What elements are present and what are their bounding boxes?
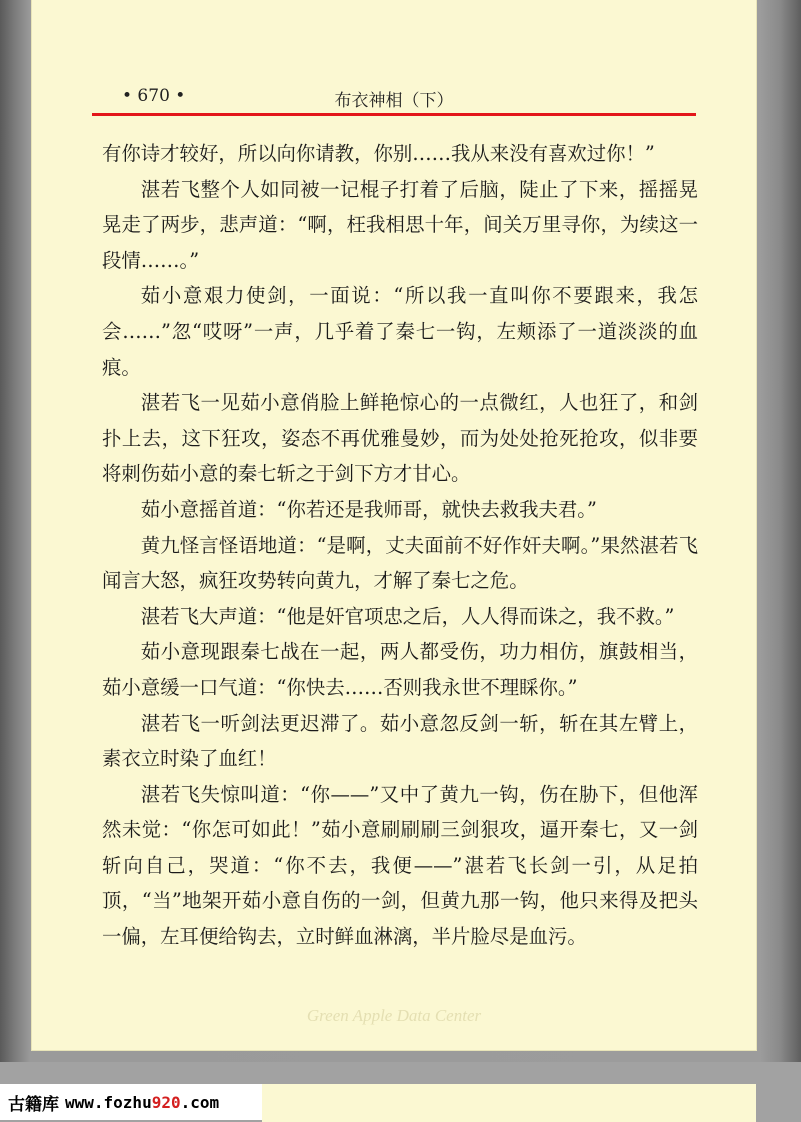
paragraph: 湛若飞一见茹小意俏脸上鲜艳惊心的一点微红，人也狂了，和剑扑上去，这下狂攻，姿态不再优雅曼妙，而为处处抢死抢攻，似非要将刺伤茹小意的秦七斩之于剑下方才甘心。 bbox=[102, 391, 698, 486]
next-page-edge bbox=[262, 1084, 756, 1122]
page-body bbox=[102, 136, 698, 955]
paragraph: 茹小意摇首道：“你若还是我师哥，就快去救我夫君。” bbox=[140, 497, 597, 521]
paragraph: 茹小意艰力使剑，一面说：“所以我一直叫你不要跟来，我怎会……”忽“哎呀”一声，几乎着了秦七一钩，左颊添了一道淡淡的血痕。 bbox=[102, 284, 698, 379]
site-url[interactable]: www.fozhu920.com bbox=[65, 1092, 220, 1112]
paragraph: 湛若飞失惊叫道：“你——”又中了黄九一钩，伤在胁下，但他浑然未觉：“你怎可如此！”茹小意刷刷刷三剑狠攻，逼开秦七，又一剑斩向自己，哭道：“你不去，我便——”湛若飞长剑一引，从足拍顶，“当”地架开茹小意自伤的一剑，但黄九那一钩，他只来得及把头一偏，左耳便给钩去，立时鲜血淋漓，半片脸尽是血污。 bbox=[102, 782, 698, 949]
page-number: • 670 • bbox=[122, 86, 186, 106]
paragraph: 湛若飞一听剑法更迟滞了。茹小意忽反剑一斩，斩在其左臂上，素衣立时染了血红！ bbox=[102, 711, 698, 771]
book-title: 布衣神相（下） bbox=[334, 91, 454, 111]
paragraph: 湛若飞整个人如同被一记棍子打着了后脑，陡止了下来，摇摇晃晃走了两步，悲声道：“啊，枉我相思十年，间关万里寻你，为续这一段情……。” bbox=[102, 177, 698, 272]
site-brand[interactable] bbox=[0, 1084, 262, 1120]
watermark: Green Apple Data Center bbox=[306, 1006, 482, 1025]
page-header bbox=[92, 86, 696, 112]
book-page bbox=[32, 0, 756, 1050]
paragraph: 湛若飞大声道：“他是奸官项忠之后，人人得而诛之，我不救。” bbox=[140, 604, 675, 628]
paragraph: 黄九怪言怪语地道：“是啊，丈夫面前不好作奸夫啊。”果然湛若飞闻言大怒，疯狂攻势转向黄九，才解了秦七之危。 bbox=[102, 533, 698, 593]
brand-name: 古籍库 bbox=[8, 1094, 59, 1115]
header-rule bbox=[92, 113, 696, 116]
paragraph: 茹小意现跟秦七战在一起，两人都受伤，功力相仿，旗鼓相当，茹小意缓一口气道：“你快去……否则我永世不理睬你。” bbox=[102, 640, 698, 699]
paragraph: 有你诗才较好，所以向你请教，你别……我从来没有喜欢过你！” bbox=[102, 142, 655, 165]
